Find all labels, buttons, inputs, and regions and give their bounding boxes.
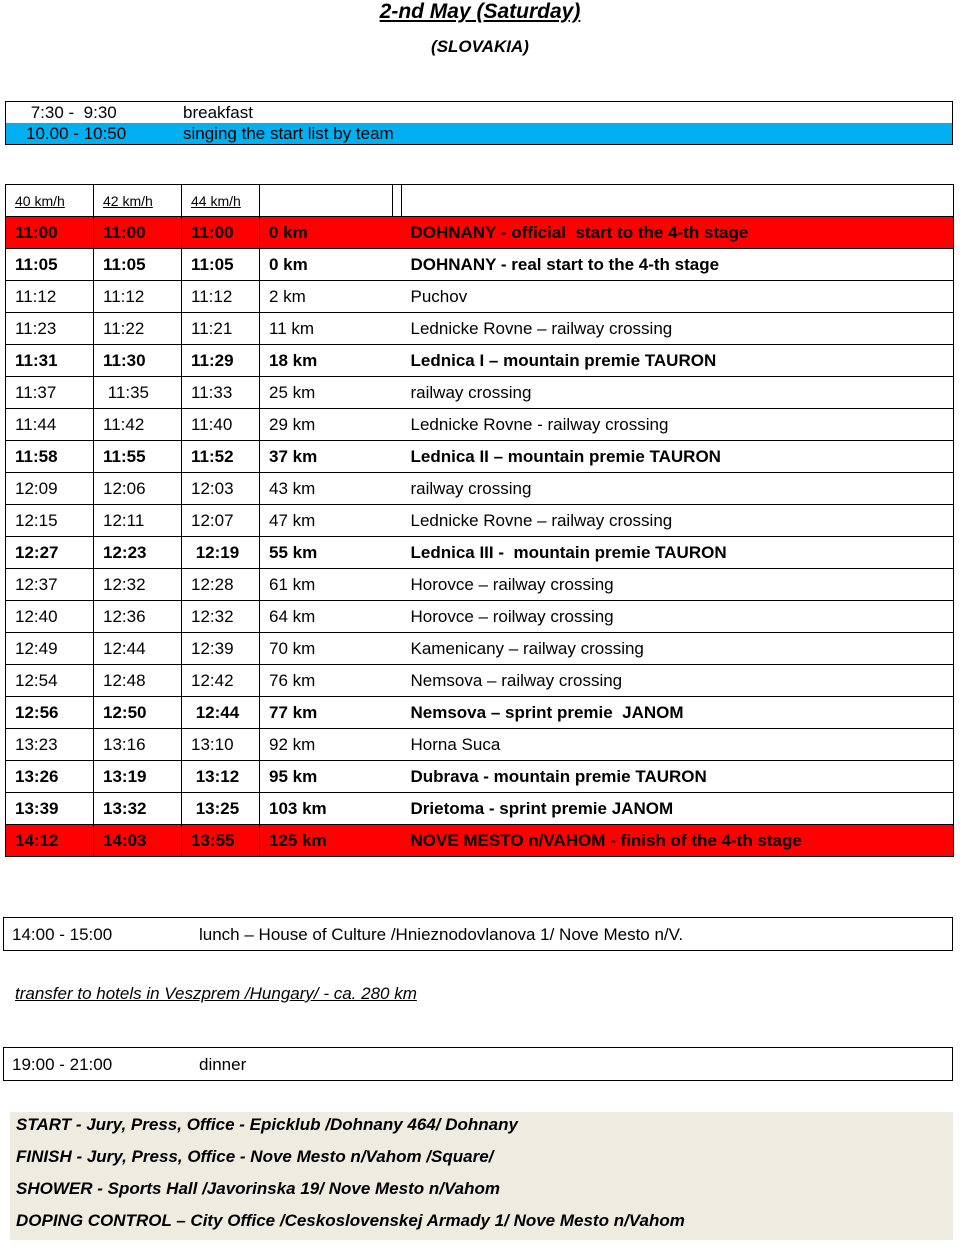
table-row (6, 377, 954, 409)
table-row (6, 441, 954, 473)
distance-cell: 95 km (260, 761, 393, 793)
time-44kmh-cell: 11:33 (182, 377, 260, 409)
spacer-cell (393, 345, 402, 377)
spacer-header (393, 185, 402, 217)
table-row (6, 313, 954, 345)
table-row (6, 249, 954, 281)
location-cell: Horovce – roilway crossing (402, 601, 954, 633)
time-42kmh-cell: 12:32 (94, 569, 182, 601)
time-40kmh-cell: 11:37 (6, 377, 94, 409)
time-40kmh-cell: 11:23 (6, 313, 94, 345)
location-cell: Dubrava - mountain premie TAURON (402, 761, 954, 793)
time-42kmh-cell: 13:32 (94, 793, 182, 825)
time-44kmh-cell: 12:42 (182, 665, 260, 697)
location-cell: Lednica II – mountain premie TAURON (402, 441, 954, 473)
spacer-cell (393, 377, 402, 409)
lunch-time: 14:00 - 15:00 (12, 925, 113, 944)
spacer-cell (393, 473, 402, 505)
spacer-cell (393, 793, 402, 825)
table-row (6, 825, 954, 857)
time-40kmh-cell: 11:58 (6, 441, 94, 473)
time-42kmh-cell: 11:22 (94, 313, 182, 345)
time-42kmh-cell: 11:30 (94, 345, 182, 377)
time-44kmh-cell: 12:28 (182, 569, 260, 601)
spacer-cell (393, 729, 402, 761)
schedule-activity: breakfast (183, 103, 253, 122)
table-row (6, 633, 954, 665)
time-40kmh-cell: 12:54 (6, 665, 94, 697)
table-row (6, 793, 954, 825)
distance-cell: 37 km (260, 441, 393, 473)
table-row (6, 665, 954, 697)
table-row (6, 217, 954, 249)
lunch-box (3, 917, 953, 951)
time-42kmh-cell: 12:48 (94, 665, 182, 697)
time-40kmh-cell: 12:49 (6, 633, 94, 665)
schedule-row-breakfast (6, 102, 952, 123)
location-cell: Puchov (402, 281, 954, 313)
location-cell: Lednica I – mountain premie TAURON (402, 345, 954, 377)
info-start: START - Jury, Press, Office - Epicklub /Dohnany 464/ Dohnany (16, 1115, 518, 1134)
time-42kmh-cell: 12:44 (94, 633, 182, 665)
location-cell: Lednicke Rovne – railway crossing (402, 313, 954, 345)
time-44kmh-cell: 11:05 (182, 249, 260, 281)
spacer-cell (393, 441, 402, 473)
spacer-cell (393, 281, 402, 313)
time-44kmh-cell: 13:25 (182, 793, 260, 825)
time-44kmh-cell: 12:19 (182, 537, 260, 569)
time-40kmh-cell: 11:00 (6, 217, 94, 249)
distance-cell: 18 km (260, 345, 393, 377)
time-40kmh-cell: 13:39 (6, 793, 94, 825)
location-cell: NOVE MESTO n/VAHOM - finish of the 4-th stage (402, 825, 954, 857)
table-row (6, 537, 954, 569)
schedule-time: 7:30 - 9:30 (26, 103, 117, 122)
dinner-time: 19:00 - 21:00 (12, 1055, 113, 1074)
location-cell: Lednicke Rovne – railway crossing (402, 505, 954, 537)
speed-header-44: 44 km/h (182, 185, 260, 217)
distance-cell: 125 km (260, 825, 393, 857)
time-40kmh-cell: 12:40 (6, 601, 94, 633)
time-42kmh-cell: 13:16 (94, 729, 182, 761)
time-44kmh-cell: 11:29 (182, 345, 260, 377)
place-header (402, 185, 954, 217)
time-40kmh-cell: 13:26 (6, 761, 94, 793)
location-cell: Lednicke Rovne - railway crossing (402, 409, 954, 441)
time-44kmh-cell: 12:03 (182, 473, 260, 505)
km-header (260, 185, 393, 217)
time-42kmh-cell: 11:00 (94, 217, 182, 249)
schedule-activity: singing the start list by team (183, 124, 394, 143)
time-40kmh-cell: 12:27 (6, 537, 94, 569)
distance-cell: 43 km (260, 473, 393, 505)
time-44kmh-cell: 11:52 (182, 441, 260, 473)
dinner-box (3, 1047, 953, 1081)
location-cell: railway crossing (402, 377, 954, 409)
time-40kmh-cell: 12:15 (6, 505, 94, 537)
spacer-cell (393, 537, 402, 569)
spacer-cell (393, 697, 402, 729)
spacer-cell (393, 217, 402, 249)
distance-cell: 47 km (260, 505, 393, 537)
distance-cell: 2 km (260, 281, 393, 313)
lunch-activity: lunch – House of Culture /Hnieznodovlanova 1/ Nove Mesto n/V. (199, 925, 684, 944)
time-42kmh-cell: 12:11 (94, 505, 182, 537)
time-40kmh-cell: 11:44 (6, 409, 94, 441)
table-row (6, 473, 954, 505)
distance-cell: 25 km (260, 377, 393, 409)
location-cell: Horovce – railway crossing (402, 569, 954, 601)
location-cell: DOHNANY - real start to the 4-th stage (402, 249, 954, 281)
distance-cell: 0 km (260, 249, 393, 281)
venue-info-box (10, 1112, 953, 1240)
table-row (6, 569, 954, 601)
time-44kmh-cell: 12:32 (182, 601, 260, 633)
speed-header-42: 42 km/h (94, 185, 182, 217)
spacer-cell (393, 633, 402, 665)
spacer-cell (393, 409, 402, 441)
time-42kmh-cell: 14:03 (94, 825, 182, 857)
location-cell: Kamenicany – railway crossing (402, 633, 954, 665)
time-44kmh-cell: 11:40 (182, 409, 260, 441)
time-44kmh-cell: 11:12 (182, 281, 260, 313)
info-finish: FINISH - Jury, Press, Office - Nove Mesto n/Vahom /Square/ (16, 1147, 494, 1166)
location-cell: Horna Suca (402, 729, 954, 761)
time-42kmh-cell: 11:35 (94, 377, 182, 409)
schedule-time: 10.00 - 10:50 (26, 124, 127, 143)
spacer-cell (393, 601, 402, 633)
time-40kmh-cell: 11:31 (6, 345, 94, 377)
schedule-row-start-list (6, 123, 952, 144)
distance-cell: 61 km (260, 569, 393, 601)
time-40kmh-cell: 12:37 (6, 569, 94, 601)
distance-cell: 77 km (260, 697, 393, 729)
distance-cell: 0 km (260, 217, 393, 249)
time-40kmh-cell: 11:05 (6, 249, 94, 281)
time-42kmh-cell: 11:12 (94, 281, 182, 313)
spacer-cell (393, 761, 402, 793)
time-42kmh-cell: 11:42 (94, 409, 182, 441)
table-row (6, 761, 954, 793)
time-40kmh-cell: 14:12 (6, 825, 94, 857)
page-title: 2-nd May (Saturday) (379, 0, 581, 23)
time-42kmh-cell: 12:36 (94, 601, 182, 633)
time-40kmh-cell: 12:09 (6, 473, 94, 505)
time-42kmh-cell: 11:05 (94, 249, 182, 281)
location-cell: DOHNANY - official start to the 4-th stage (402, 217, 954, 249)
info-shower: SHOWER - Sports Hall /Javorinska 19/ Nove Mesto n/Vahom (16, 1179, 500, 1198)
stage-timetable (5, 184, 954, 857)
table-header-row (6, 185, 954, 217)
distance-cell: 29 km (260, 409, 393, 441)
table-row (6, 729, 954, 761)
time-44kmh-cell: 13:55 (182, 825, 260, 857)
time-44kmh-cell: 13:10 (182, 729, 260, 761)
distance-cell: 70 km (260, 633, 393, 665)
time-44kmh-cell: 12:39 (182, 633, 260, 665)
spacer-cell (393, 249, 402, 281)
distance-cell: 103 km (260, 793, 393, 825)
distance-cell: 76 km (260, 665, 393, 697)
time-44kmh-cell: 11:00 (182, 217, 260, 249)
dinner-activity: dinner (199, 1055, 247, 1074)
spacer-cell (393, 825, 402, 857)
table-row (6, 697, 954, 729)
location-cell: Lednica III - mountain premie TAURON (402, 537, 954, 569)
page-subtitle: (SLOVAKIA) (431, 37, 529, 56)
info-doping-control: DOPING CONTROL – City Office /Ceskoslovenskej Armady 1/ Nove Mesto n/Vahom (16, 1211, 685, 1230)
time-42kmh-cell: 12:06 (94, 473, 182, 505)
time-44kmh-cell: 13:12 (182, 761, 260, 793)
time-42kmh-cell: 12:23 (94, 537, 182, 569)
distance-cell: 55 km (260, 537, 393, 569)
distance-cell: 64 km (260, 601, 393, 633)
spacer-cell (393, 569, 402, 601)
table-row (6, 345, 954, 377)
time-42kmh-cell: 12:50 (94, 697, 182, 729)
location-cell: Drietoma - sprint premie JANOM (402, 793, 954, 825)
time-44kmh-cell: 12:44 (182, 697, 260, 729)
distance-cell: 11 km (260, 313, 393, 345)
time-40kmh-cell: 12:56 (6, 697, 94, 729)
table-row (6, 409, 954, 441)
time-42kmh-cell: 11:55 (94, 441, 182, 473)
table-row (6, 505, 954, 537)
location-cell: Nemsova – sprint premie JANOM (402, 697, 954, 729)
time-40kmh-cell: 11:12 (6, 281, 94, 313)
time-44kmh-cell: 12:07 (182, 505, 260, 537)
spacer-cell (393, 505, 402, 537)
time-40kmh-cell: 13:23 (6, 729, 94, 761)
location-cell: Nemsova – railway crossing (402, 665, 954, 697)
table-row (6, 281, 954, 313)
speed-header-40: 40 km/h (6, 185, 94, 217)
time-44kmh-cell: 11:21 (182, 313, 260, 345)
morning-schedule-box (5, 101, 953, 145)
time-42kmh-cell: 13:19 (94, 761, 182, 793)
distance-cell: 92 km (260, 729, 393, 761)
table-row (6, 601, 954, 633)
transfer-note: transfer to hotels in Veszprem /Hungary/ - ca. 280 km (15, 984, 417, 1003)
spacer-cell (393, 313, 402, 345)
location-cell: railway crossing (402, 473, 954, 505)
spacer-cell (393, 665, 402, 697)
